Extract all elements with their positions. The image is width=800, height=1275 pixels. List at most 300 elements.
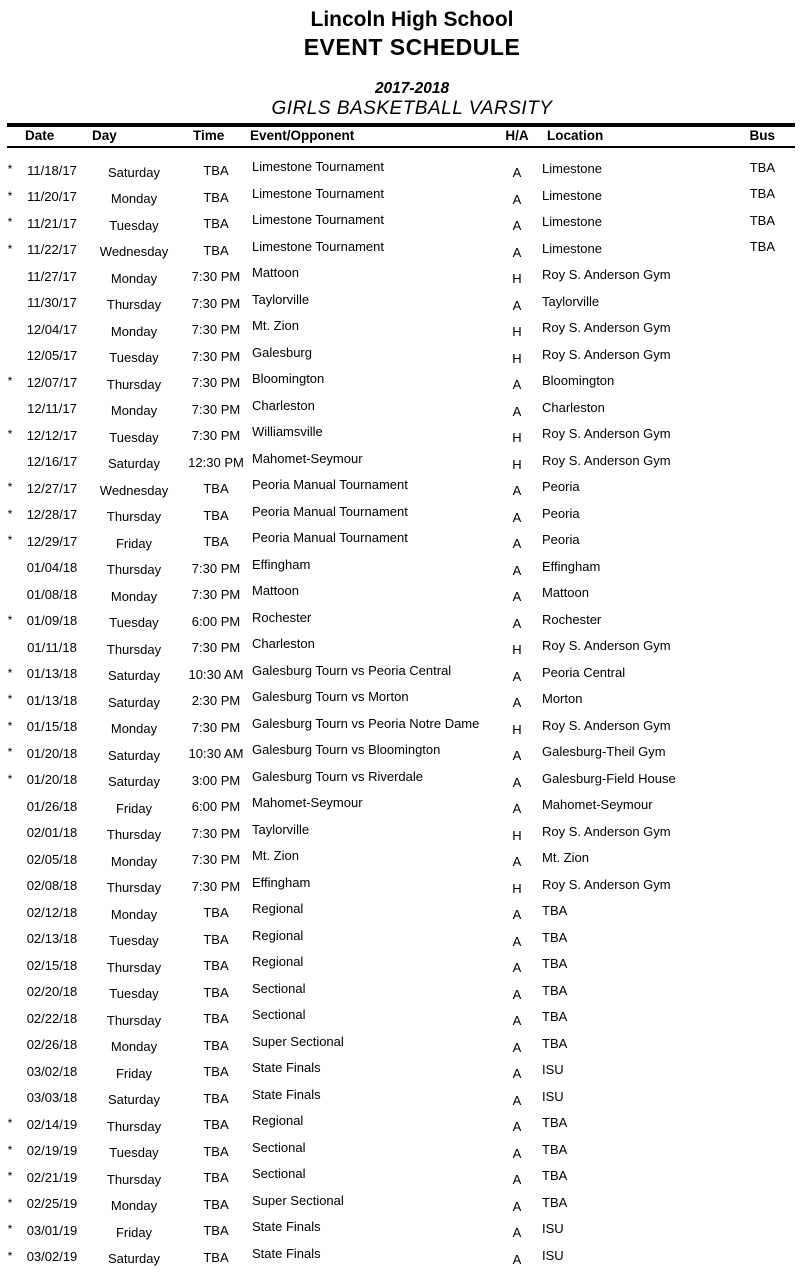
column-header-event: Event/Opponent — [250, 128, 355, 143]
schedule-row — [0, 160, 800, 187]
cell-location: Peoria — [542, 479, 580, 494]
cell-event: Sectional — [252, 1139, 306, 1155]
cell-location: TBA — [542, 1009, 568, 1024]
cell-time: TBA — [203, 958, 229, 973]
cell-date: 02/19/19 — [26, 1143, 78, 1158]
schedule-row — [0, 664, 800, 691]
cell-day: Tuesday — [109, 986, 159, 1001]
cell-location: Roy S. Anderson Gym — [542, 320, 671, 335]
cell-day: Friday — [115, 1224, 153, 1240]
cell-date: 12/05/17 — [26, 348, 78, 363]
schedule-row — [0, 1114, 800, 1141]
team-name: GIRLS BASKETBALL VARSITY — [271, 98, 553, 119]
column-header-day: Day — [92, 128, 117, 143]
cell-time: TBA — [203, 931, 229, 947]
cell-location: Roy S. Anderson Gym — [542, 426, 671, 441]
cell-day: Tuesday — [109, 1145, 159, 1160]
cell-day: Saturday — [107, 164, 161, 180]
cell-event: Regional — [252, 954, 304, 969]
column-header-time: Time — [193, 128, 225, 143]
schedule-row — [0, 319, 800, 346]
cell-bus: TBA — [749, 239, 775, 254]
cell-event: Mahomet-Seymour — [252, 450, 363, 466]
star-marker: * — [7, 612, 13, 627]
cell-time: TBA — [203, 984, 229, 1000]
cell-location: Peoria Central — [542, 664, 626, 680]
cell-location: Limestone — [542, 240, 602, 256]
cell-event: Mattoon — [252, 265, 299, 280]
cell-date: 11/20/17 — [27, 189, 77, 204]
cell-day: Thursday — [106, 641, 162, 657]
cell-location: Peoria — [542, 505, 580, 521]
school-name: Lincoln High School — [310, 8, 514, 31]
cell-ha: H — [512, 642, 522, 657]
cell-day: Saturday — [107, 668, 161, 683]
cell-location: Morton — [542, 691, 583, 706]
cell-ha: A — [512, 483, 522, 498]
schedule-row — [0, 796, 800, 823]
cell-time: 6:00 PM — [191, 613, 241, 629]
star-marker: * — [7, 1222, 13, 1236]
star-marker: * — [7, 718, 13, 733]
cell-ha: A — [512, 1066, 522, 1081]
cell-time: 6:00 PM — [191, 799, 241, 814]
schedule-row — [0, 955, 800, 982]
cell-date: 11/27/17 — [27, 268, 77, 284]
star-marker: * — [7, 1169, 13, 1183]
cell-time: TBA — [203, 1196, 229, 1212]
cell-time: TBA — [203, 1117, 229, 1132]
cell-time: TBA — [203, 1090, 229, 1106]
cell-event: Galesburg Tourn vs Morton — [252, 689, 409, 704]
cell-time: 7:30 PM — [191, 375, 241, 390]
cell-ha: A — [512, 907, 522, 922]
schedule-row — [0, 584, 800, 611]
cell-date: 01/11/18 — [27, 639, 77, 655]
cell-location: Roy S. Anderson Gym — [542, 823, 671, 839]
cell-event: Sectional — [252, 1166, 306, 1181]
cell-date: 01/04/18 — [26, 560, 78, 575]
column-header-date: Date — [25, 128, 55, 143]
cell-day: Wednesday — [99, 244, 169, 259]
star-marker: * — [7, 374, 13, 388]
cell-ha: A — [512, 589, 522, 604]
star-marker: * — [7, 188, 13, 203]
cell-location: Bloomington — [542, 373, 615, 388]
cell-location: ISU — [542, 1062, 564, 1077]
cell-time: TBA — [203, 163, 229, 178]
cell-event: State Finals — [252, 1219, 321, 1234]
cell-date: 03/01/19 — [26, 1222, 78, 1238]
cell-event: Williamsville — [252, 424, 323, 439]
schedule-row — [0, 690, 800, 717]
cell-event: Peoria Manual Tournament — [252, 503, 408, 519]
cell-event: Charleston — [252, 636, 315, 651]
cell-location: Roy S. Anderson Gym — [542, 346, 671, 362]
cell-time: 7:30 PM — [191, 401, 241, 417]
cell-time: 12:30 PM — [188, 454, 244, 470]
cell-location: Mattoon — [542, 585, 589, 600]
cell-ha: A — [512, 1225, 522, 1240]
cell-date: 12/07/17 — [26, 374, 78, 390]
cell-date: 12/27/17 — [26, 480, 78, 496]
cell-date: 01/13/18 — [26, 692, 78, 708]
column-header-location: Location — [547, 128, 604, 143]
cell-event: Galesburg Tourn vs Riverdale — [252, 768, 424, 784]
cell-location: Galesburg-Theil Gym — [542, 744, 666, 759]
cell-ha: A — [512, 403, 522, 419]
cell-day: Wednesday — [99, 482, 169, 498]
cell-ha: A — [512, 854, 522, 869]
cell-location: Roy S. Anderson Gym — [542, 717, 671, 733]
cell-date: 02/08/18 — [26, 878, 78, 893]
cell-ha: A — [512, 748, 522, 763]
cell-time: TBA — [203, 905, 229, 920]
star-marker: * — [7, 215, 13, 229]
star-marker: * — [7, 1116, 13, 1130]
cell-ha: A — [512, 218, 522, 233]
star-marker: * — [7, 745, 13, 759]
cell-time: TBA — [203, 216, 229, 231]
cell-time: TBA — [203, 1011, 229, 1026]
star-marker: * — [7, 665, 13, 680]
cell-day: Thursday — [106, 880, 162, 895]
schedule-row — [0, 929, 800, 956]
schedule-row — [0, 982, 800, 1009]
cell-date: 02/21/19 — [26, 1169, 78, 1185]
schedule-row — [0, 637, 800, 664]
cell-ha: H — [512, 456, 522, 472]
star-marker: * — [7, 506, 13, 521]
cell-event: Taylorville — [252, 821, 310, 837]
cell-day: Thursday — [106, 1012, 162, 1028]
cell-day: Thursday — [106, 562, 162, 577]
cell-ha: A — [512, 191, 522, 207]
star-marker: * — [7, 480, 13, 494]
cell-ha: H — [512, 271, 522, 286]
cell-location: Roy S. Anderson Gym — [542, 267, 671, 282]
cell-date: 01/26/18 — [26, 798, 78, 814]
cell-date: 02/05/18 — [26, 851, 78, 867]
cell-time: TBA — [203, 534, 229, 549]
cell-location: ISU — [542, 1247, 564, 1263]
cell-ha: A — [512, 1013, 522, 1028]
cell-time: 2:30 PM — [191, 693, 241, 708]
cell-ha: A — [512, 615, 522, 631]
cell-time: 7:30 PM — [191, 428, 241, 443]
cell-location: TBA — [542, 1115, 568, 1130]
cell-date: 01/13/18 — [26, 666, 78, 681]
cell-date: 01/15/18 — [26, 719, 78, 734]
cell-ha: A — [512, 668, 522, 684]
schedule-row — [0, 240, 800, 267]
cell-ha: H — [512, 721, 522, 737]
cell-day: Tuesday — [109, 933, 159, 948]
cell-date: 11/21/17 — [27, 215, 77, 231]
cell-location: TBA — [542, 929, 568, 945]
cell-event: Galesburg Tourn vs Peoria Central — [252, 662, 452, 678]
cell-time: TBA — [203, 507, 229, 523]
cell-day: Saturday — [107, 456, 161, 471]
schedule-row — [0, 505, 800, 532]
cell-ha: A — [512, 562, 522, 578]
cell-event: Galesburg Tourn vs Bloomington — [252, 742, 441, 757]
cell-day: Friday — [115, 535, 153, 551]
cell-ha: H — [512, 827, 522, 843]
cell-event: Bloomington — [252, 371, 325, 386]
cell-ha: A — [512, 1092, 522, 1108]
cell-ha: A — [512, 774, 522, 790]
cell-location: Effingham — [542, 558, 601, 574]
schedule-row — [0, 876, 800, 903]
schedule-row — [0, 611, 800, 638]
cell-event: Taylorville — [252, 291, 310, 307]
schedule-row — [0, 372, 800, 399]
schedule-row — [0, 1167, 800, 1194]
cell-time: TBA — [203, 1064, 229, 1079]
cell-day: Monday — [110, 403, 158, 418]
cell-ha: A — [512, 536, 522, 551]
cell-ha: A — [512, 1039, 522, 1055]
cell-event: Sectional — [252, 1007, 306, 1022]
cell-date: 02/26/18 — [26, 1037, 78, 1052]
cell-day: Saturday — [107, 1251, 161, 1266]
cell-date: 02/15/18 — [26, 957, 78, 973]
cell-location: Taylorville — [542, 293, 600, 309]
schedule-row — [0, 187, 800, 214]
schedule-row — [0, 717, 800, 744]
cell-location: TBA — [542, 1168, 568, 1183]
cell-day: Monday — [110, 191, 158, 206]
star-marker: * — [7, 162, 13, 176]
cell-location: TBA — [542, 1141, 568, 1157]
title-block — [0, 6, 800, 120]
cell-location: Roy S. Anderson Gym — [542, 452, 671, 468]
cell-date: 11/30/17 — [27, 295, 77, 310]
cell-time: 7:30 PM — [191, 640, 241, 655]
cell-ha: A — [512, 986, 522, 1002]
cell-event: Regional — [252, 1113, 304, 1128]
schedule-row — [0, 1035, 800, 1062]
cell-time: 7:30 PM — [191, 719, 241, 735]
cell-time: 7:30 PM — [191, 269, 241, 284]
cell-time: TBA — [203, 1249, 229, 1265]
cell-ha: A — [512, 1198, 522, 1214]
cell-time: 7:30 PM — [191, 295, 241, 311]
cell-time: TBA — [203, 1223, 229, 1238]
cell-location: Charleston — [542, 399, 605, 415]
cell-location: TBA — [542, 1194, 568, 1210]
cell-ha: A — [512, 695, 522, 710]
cell-event: Effingham — [252, 874, 311, 890]
cell-date: 12/12/17 — [26, 427, 78, 443]
cell-event: Limestone Tournament — [252, 159, 385, 174]
cell-ha: A — [512, 1119, 522, 1134]
cell-location: Mt. Zion — [542, 850, 589, 865]
cell-ha: A — [512, 244, 522, 260]
cell-event: Peoria Manual Tournament — [252, 477, 408, 492]
cell-day: Thursday — [106, 509, 162, 524]
cell-date: 12/11/17 — [27, 401, 77, 416]
cell-event: Limestone Tournament — [252, 185, 385, 201]
cell-event: State Finals — [252, 1086, 321, 1102]
cell-event: Mahomet-Seymour — [252, 795, 363, 810]
cell-date: 02/01/18 — [26, 825, 78, 840]
cell-day: Monday — [110, 323, 158, 339]
column-header-ha: H/A — [505, 128, 529, 143]
cell-ha: A — [512, 165, 522, 180]
cell-event: Regional — [252, 901, 304, 916]
cell-ha: A — [512, 1145, 522, 1161]
header-top-rule — [7, 123, 795, 127]
cell-bus: TBA — [749, 159, 775, 175]
cell-date: 12/28/17 — [26, 507, 78, 522]
cell-date: 03/02/18 — [26, 1063, 78, 1079]
cell-event: Super Sectional — [252, 1192, 344, 1208]
cell-date: 02/22/18 — [26, 1010, 78, 1026]
cell-event: Charleston — [252, 397, 315, 413]
cell-event: Galesburg — [252, 344, 312, 360]
cell-time: 7:30 PM — [191, 322, 241, 337]
cell-ha: A — [512, 801, 522, 816]
schedule-row — [0, 399, 800, 426]
star-marker: * — [7, 1195, 13, 1210]
cell-date: 12/29/17 — [26, 533, 78, 549]
cell-day: Monday — [110, 721, 158, 736]
schedule-row — [0, 425, 800, 452]
cell-time: 7:30 PM — [191, 852, 241, 867]
cell-day: Monday — [110, 1039, 158, 1054]
cell-date: 02/14/19 — [26, 1116, 78, 1132]
cell-ha: A — [512, 960, 522, 975]
cell-date: 01/20/18 — [26, 772, 78, 787]
cell-bus: TBA — [749, 212, 775, 228]
schedule-row — [0, 743, 800, 770]
cell-time: TBA — [203, 1143, 229, 1159]
cell-event: Limestone Tournament — [252, 212, 385, 227]
cell-location: Mahomet-Seymour — [542, 797, 653, 812]
document-heading: EVENT SCHEDULE — [303, 34, 521, 60]
cell-location: Limestone — [542, 214, 602, 229]
cell-day: Thursday — [106, 827, 162, 842]
cell-date: 12/04/17 — [26, 321, 78, 337]
cell-day: Monday — [110, 853, 158, 869]
cell-location: TBA — [542, 1035, 568, 1051]
cell-date: 01/08/18 — [26, 586, 78, 602]
cell-location: Peoria — [542, 532, 580, 547]
schedule-row — [0, 1141, 800, 1168]
cell-location: Limestone — [542, 161, 602, 176]
cell-location: Roy S. Anderson Gym — [542, 638, 671, 653]
cell-time: 10:30 AM — [188, 666, 244, 682]
cell-day: Tuesday — [109, 350, 159, 365]
schedule-row — [0, 213, 800, 240]
cell-date: 02/13/18 — [26, 931, 78, 946]
cell-ha: H — [512, 430, 522, 445]
schedule-row — [0, 1247, 800, 1274]
column-header-bus: Bus — [749, 128, 775, 143]
cell-time: 7:30 PM — [191, 825, 241, 841]
schedule-row — [0, 266, 800, 293]
star-marker: * — [7, 241, 13, 256]
cell-location: ISU — [542, 1221, 564, 1236]
schedule-row — [0, 1088, 800, 1115]
cell-ha: A — [512, 509, 522, 525]
schedule-row — [0, 823, 800, 850]
cell-date: 01/20/18 — [26, 745, 78, 761]
cell-time: 7:30 PM — [191, 348, 241, 364]
schedule-row — [0, 293, 800, 320]
star-marker: * — [7, 1248, 13, 1263]
cell-day: Saturday — [107, 747, 161, 763]
cell-ha: H — [512, 880, 522, 896]
table-header-row — [0, 128, 800, 146]
schedule-row — [0, 770, 800, 797]
cell-day: Saturday — [107, 1092, 161, 1107]
cell-day: Thursday — [106, 376, 162, 392]
cell-event: Super Sectional — [252, 1033, 344, 1049]
cell-location: Rochester — [542, 611, 602, 627]
cell-date: 03/03/18 — [26, 1090, 78, 1105]
cell-event: State Finals — [252, 1245, 321, 1261]
cell-location: TBA — [542, 956, 568, 971]
cell-day: Thursday — [106, 297, 162, 312]
schedule-row — [0, 849, 800, 876]
schedule-row — [0, 452, 800, 479]
cell-time: 3:00 PM — [191, 772, 241, 788]
cell-date: 03/02/19 — [26, 1249, 78, 1264]
cell-day: Monday — [110, 906, 158, 922]
cell-event: State Finals — [252, 1060, 321, 1075]
star-marker: * — [7, 533, 13, 547]
cell-date: 12/16/17 — [26, 454, 78, 469]
cell-time: 7:30 PM — [191, 587, 241, 602]
cell-date: 11/22/17 — [27, 242, 77, 257]
cell-time: TBA — [203, 481, 229, 496]
cell-event: Effingham — [252, 556, 311, 572]
cell-bus: TBA — [749, 186, 775, 201]
cell-event: Limestone Tournament — [252, 238, 385, 254]
cell-day: Tuesday — [109, 429, 159, 445]
cell-event: Mt. Zion — [252, 848, 299, 863]
schedule-row — [0, 558, 800, 585]
cell-location: Roy S. Anderson Gym — [542, 876, 671, 892]
cell-time: 7:30 PM — [191, 878, 241, 894]
cell-day: Tuesday — [109, 615, 159, 630]
cell-day: Saturday — [107, 774, 161, 789]
cell-location: ISU — [542, 1088, 564, 1104]
cell-date: 01/09/18 — [26, 613, 78, 628]
season-label: 2017-2018 — [374, 80, 450, 97]
cell-day: Thursday — [106, 959, 162, 975]
star-marker: * — [7, 692, 13, 706]
cell-day: Monday — [110, 1198, 158, 1213]
cell-ha: A — [512, 377, 522, 392]
cell-time: TBA — [203, 189, 229, 205]
cell-event: Sectional — [252, 980, 306, 996]
cell-event: Galesburg Tourn vs Peoria Notre Dame — [252, 715, 480, 731]
cell-day: Thursday — [106, 1118, 162, 1134]
cell-time: 7:30 PM — [191, 560, 241, 576]
cell-date: 02/20/18 — [26, 984, 78, 999]
schedule-row — [0, 1220, 800, 1247]
header-bottom-rule — [7, 146, 795, 148]
cell-day: Friday — [115, 800, 153, 816]
schedule-row — [0, 531, 800, 558]
cell-day: Friday — [115, 1065, 153, 1081]
schedule-row — [0, 1194, 800, 1221]
cell-day: Saturday — [107, 694, 161, 710]
